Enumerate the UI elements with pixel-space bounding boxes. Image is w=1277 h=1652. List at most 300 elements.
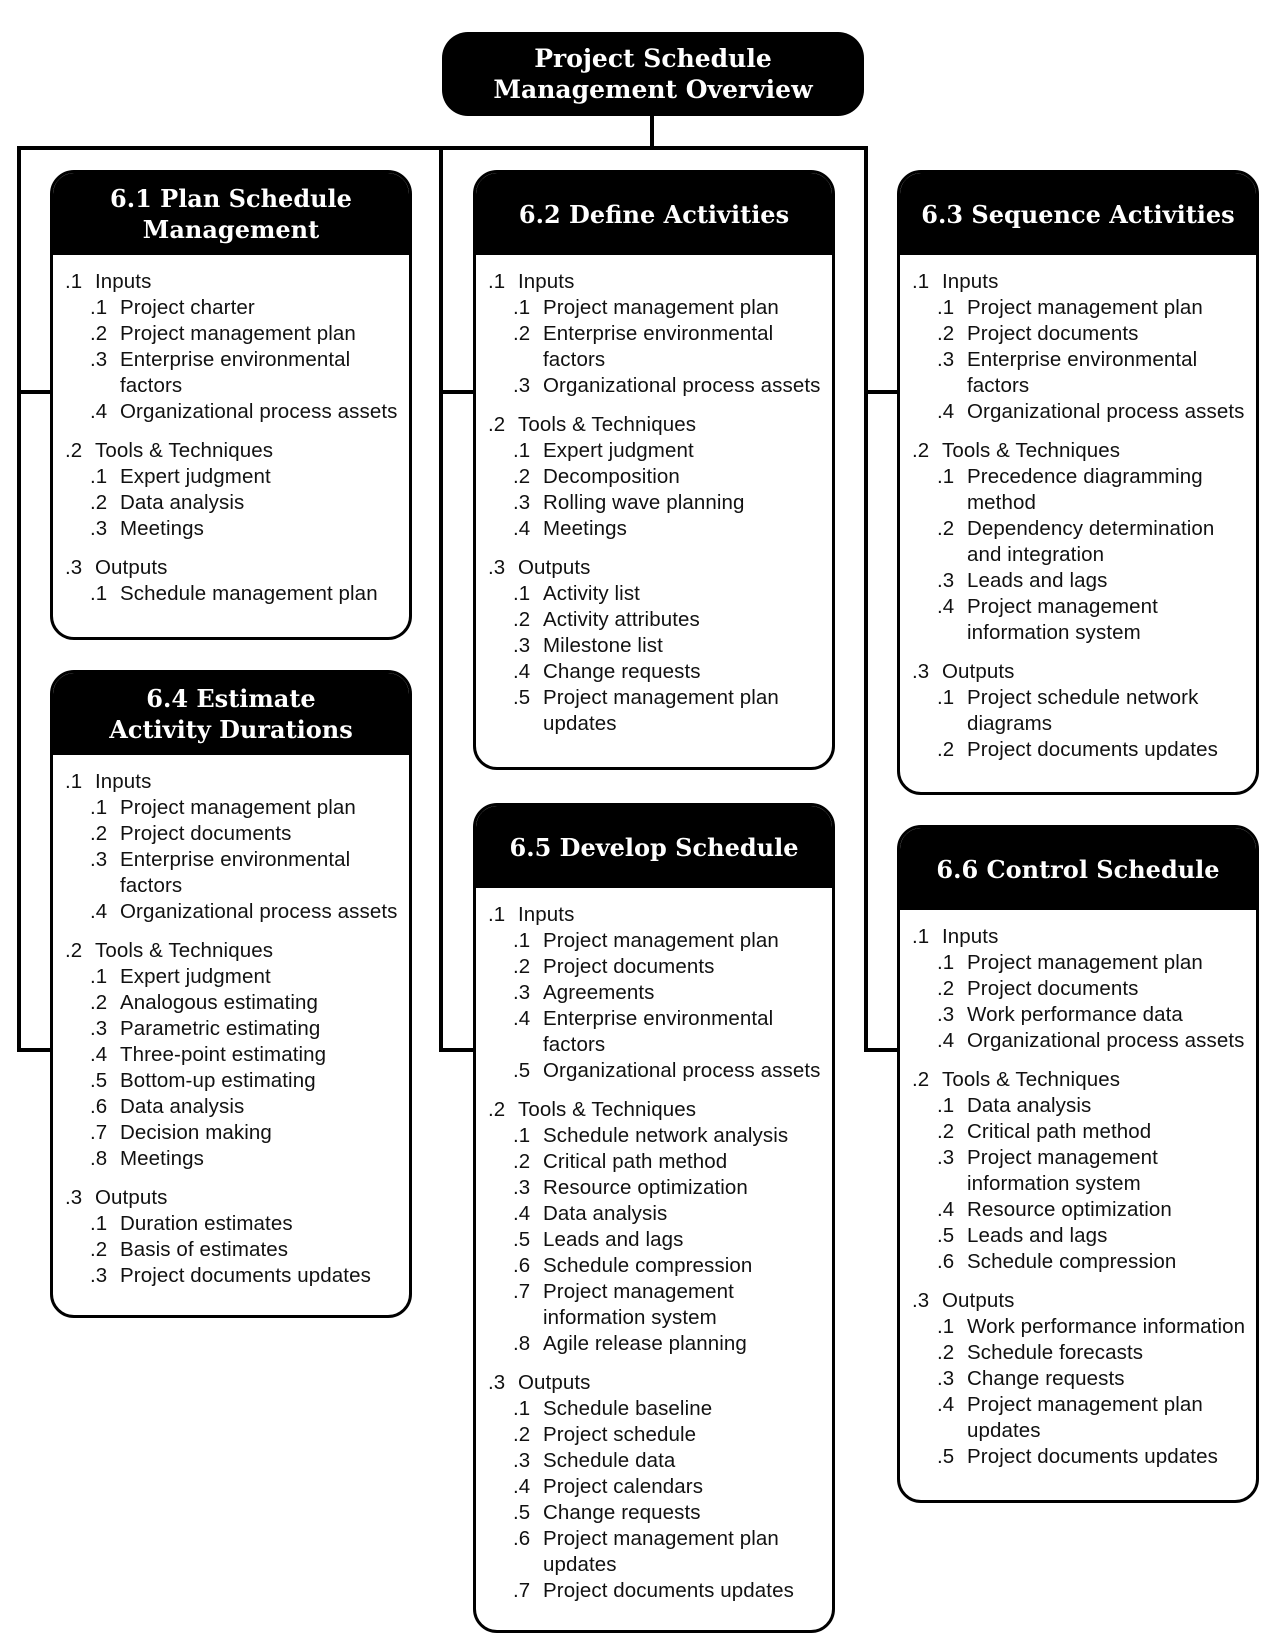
list-item: [90, 821, 401, 847]
connector-branch-6-3: [864, 390, 900, 394]
item-number: .1: [937, 951, 955, 974]
item-text: Decision making: [120, 1121, 272, 1144]
card-header: [900, 173, 1256, 255]
section-label: Outputs: [942, 660, 1015, 683]
item-number: .1: [937, 465, 955, 488]
list-item: [937, 1249, 1248, 1275]
item-text: Data analysis: [543, 1202, 668, 1225]
card-section: [65, 438, 401, 542]
list-item: [513, 1123, 824, 1149]
item-number: .4: [90, 400, 108, 423]
item-number: .4: [513, 1202, 531, 1225]
item-text: Schedule data: [543, 1449, 676, 1472]
item-text: Organizational process assets: [967, 400, 1245, 423]
item-text: Project schedule network diagrams: [967, 686, 1199, 735]
section-heading: [912, 659, 1248, 685]
section-label: Outputs: [95, 1186, 168, 1209]
list-item: [513, 321, 824, 373]
item-number: .3: [90, 1264, 108, 1287]
item-number: .4: [937, 1198, 955, 1221]
process-card-6-6: [897, 825, 1259, 1503]
item-text: Project calendars: [543, 1475, 704, 1498]
item-number: .5: [513, 1501, 531, 1524]
item-text: Critical path method: [967, 1120, 1152, 1143]
item-text: Enterprise environmental factors: [120, 348, 351, 397]
list-item: [937, 737, 1248, 763]
item-text: Milestone list: [543, 634, 663, 657]
list-item: [90, 1146, 401, 1172]
item-text: Project management information system: [543, 1280, 734, 1329]
list-item: [513, 659, 824, 685]
item-text: Agreements: [543, 981, 655, 1004]
item-number: .3: [937, 1367, 955, 1390]
list-item: [513, 1279, 824, 1331]
list-item: [513, 581, 824, 607]
list-item: [937, 399, 1248, 425]
section-number: .3: [912, 1289, 930, 1312]
section-heading: [65, 555, 401, 581]
item-number: .1: [90, 965, 108, 988]
card-body: [476, 888, 832, 1604]
list-item: [513, 490, 824, 516]
section-items: [513, 1123, 824, 1357]
item-text: Schedule baseline: [543, 1397, 713, 1420]
list-item: [937, 1119, 1248, 1145]
item-number: .4: [90, 900, 108, 923]
item-text: Decomposition: [543, 465, 680, 488]
item-number: .4: [513, 1475, 531, 1498]
card-header: [53, 173, 409, 255]
item-number: .1: [513, 1397, 531, 1420]
card-section: [488, 555, 824, 737]
item-number: .1: [937, 1094, 955, 1117]
list-item: [90, 1016, 401, 1042]
card-header: [476, 173, 832, 255]
item-text: Project management plan: [120, 322, 356, 345]
card-header: [53, 673, 409, 755]
item-text: Bottom-up estimating: [120, 1069, 316, 1092]
item-text: Project documents updates: [543, 1579, 794, 1602]
item-text: Project documents: [543, 955, 715, 978]
section-items: [513, 295, 824, 399]
list-item: [513, 1578, 824, 1604]
item-text: Meetings: [543, 517, 627, 540]
card-section: [912, 269, 1248, 425]
section-number: .3: [488, 556, 506, 579]
item-number: .3: [513, 1449, 531, 1472]
list-item: [513, 1396, 824, 1422]
list-item: [513, 1253, 824, 1279]
item-number: .2: [513, 1150, 531, 1173]
item-number: .5: [513, 1059, 531, 1082]
list-item: [513, 464, 824, 490]
item-number: .1: [90, 465, 108, 488]
section-label: Tools & Techniques: [518, 413, 697, 436]
section-heading: [488, 1370, 824, 1396]
section-label: Inputs: [518, 270, 575, 293]
list-item: [937, 1314, 1248, 1340]
list-item: [513, 1422, 824, 1448]
item-text: Activity attributes: [543, 608, 700, 631]
list-item: [513, 1526, 824, 1578]
section-number: .2: [912, 439, 930, 462]
item-text: Resource optimization: [543, 1176, 748, 1199]
section-items: [513, 438, 824, 542]
item-number: .2: [513, 465, 531, 488]
item-number: .3: [937, 1146, 955, 1169]
card-header: [476, 806, 832, 888]
card-body: [900, 910, 1256, 1470]
list-item: [90, 490, 401, 516]
section-number: .1: [65, 770, 83, 793]
section-heading: [488, 555, 824, 581]
item-number: .5: [90, 1069, 108, 1092]
list-item: [90, 899, 401, 925]
connector-right-spine: [864, 146, 868, 1052]
section-items: [937, 685, 1248, 763]
item-text: Project management information system: [967, 595, 1158, 644]
item-text: Project schedule: [543, 1423, 697, 1446]
item-text: Leads and lags: [967, 1224, 1108, 1247]
item-text: Expert judgment: [120, 465, 271, 488]
item-number: .1: [937, 686, 955, 709]
item-text: Meetings: [120, 517, 204, 540]
item-number: .5: [513, 686, 531, 709]
item-number: .3: [90, 348, 108, 371]
section-heading: [912, 1288, 1248, 1314]
card-section: [65, 1185, 401, 1289]
item-number: .1: [513, 1124, 531, 1147]
list-item: [90, 295, 401, 321]
item-number: .4: [937, 1393, 955, 1416]
item-text: Project management plan updates: [543, 1527, 779, 1576]
card-section: [65, 938, 401, 1172]
list-item: [90, 516, 401, 542]
card-title: 6.1 Plan Schedule Management: [110, 184, 352, 244]
item-number: .2: [90, 822, 108, 845]
process-card-6-2: [473, 170, 835, 770]
item-number: .3: [937, 1003, 955, 1026]
item-text: Enterprise environmental factors: [967, 348, 1198, 397]
process-card-6-1: [50, 170, 412, 640]
item-number: .2: [513, 322, 531, 345]
section-heading: [65, 769, 401, 795]
section-number: .1: [912, 270, 930, 293]
section-number: .2: [488, 1098, 506, 1121]
item-number: .4: [513, 660, 531, 683]
item-number: .4: [937, 1029, 955, 1052]
item-text: Expert judgment: [120, 965, 271, 988]
list-item: [513, 1058, 824, 1084]
section-heading: [488, 269, 824, 295]
card-title: 6.4 Estimate Activity Durations: [109, 684, 353, 744]
item-number: .1: [90, 582, 108, 605]
process-card-6-5: [473, 803, 835, 1633]
item-text: Organizational process assets: [120, 900, 398, 923]
item-text: Expert judgment: [543, 439, 694, 462]
card-section: [912, 1288, 1248, 1470]
connector-title-stem: [650, 114, 654, 150]
item-text: Organizational process assets: [543, 374, 821, 397]
item-number: .1: [90, 296, 108, 319]
card-title: 6.6 Control Schedule: [936, 854, 1220, 884]
list-item: [937, 594, 1248, 646]
section-label: Outputs: [518, 1371, 591, 1394]
section-heading: [488, 412, 824, 438]
section-label: Tools & Techniques: [942, 1068, 1121, 1091]
list-item: [937, 1028, 1248, 1054]
item-text: Meetings: [120, 1147, 204, 1170]
connector-branch-6-1: [17, 390, 53, 394]
item-number: .3: [90, 517, 108, 540]
item-number: .1: [937, 1315, 955, 1338]
connector-branch-6-4: [17, 1048, 53, 1052]
section-items: [513, 1396, 824, 1604]
item-number: .1: [513, 439, 531, 462]
item-text: Project management plan updates: [967, 1393, 1203, 1442]
section-items: [513, 928, 824, 1084]
list-item: [513, 633, 824, 659]
item-text: Project management information system: [967, 1146, 1158, 1195]
item-number: .1: [513, 296, 531, 319]
section-number: .1: [65, 270, 83, 293]
item-text: Precedence diagramming method: [967, 465, 1203, 514]
card-section: [488, 1097, 824, 1357]
section-items: [937, 464, 1248, 646]
item-text: Enterprise environmental factors: [543, 1007, 774, 1056]
card-section: [488, 412, 824, 542]
item-number: .1: [937, 296, 955, 319]
list-item: [90, 399, 401, 425]
item-number: .3: [513, 374, 531, 397]
list-item: [513, 1006, 824, 1058]
section-number: .1: [488, 270, 506, 293]
list-item: [90, 581, 401, 607]
section-heading: [65, 438, 401, 464]
item-text: Project documents: [967, 977, 1139, 1000]
item-number: .3: [937, 348, 955, 371]
item-text: Project documents: [967, 322, 1139, 345]
item-text: Leads and lags: [967, 569, 1108, 592]
item-number: .3: [513, 981, 531, 1004]
item-number: .2: [90, 491, 108, 514]
item-text: Leads and lags: [543, 1228, 684, 1251]
card-section: [488, 269, 824, 399]
item-number: .1: [513, 582, 531, 605]
item-number: .6: [513, 1527, 531, 1550]
card-section: [912, 659, 1248, 763]
list-item: [937, 568, 1248, 594]
item-number: .3: [90, 848, 108, 871]
item-number: .8: [90, 1147, 108, 1170]
item-number: .2: [937, 517, 955, 540]
list-item: [90, 1042, 401, 1068]
item-text: Activity list: [543, 582, 640, 605]
list-item: [937, 516, 1248, 568]
item-number: .3: [513, 1176, 531, 1199]
section-number: .3: [65, 1186, 83, 1209]
section-heading: [488, 902, 824, 928]
item-number: .3: [937, 569, 955, 592]
list-item: [90, 964, 401, 990]
item-text: Change requests: [967, 1367, 1125, 1390]
section-items: [90, 464, 401, 542]
list-item: [513, 1201, 824, 1227]
section-heading: [65, 938, 401, 964]
item-number: .2: [513, 1423, 531, 1446]
item-text: Resource optimization: [967, 1198, 1172, 1221]
list-item: [513, 1227, 824, 1253]
item-text: Project management plan: [543, 929, 779, 952]
item-text: Work performance data: [967, 1003, 1183, 1026]
item-number: .5: [937, 1224, 955, 1247]
list-item: [513, 1175, 824, 1201]
section-heading: [488, 1097, 824, 1123]
item-number: .7: [513, 1280, 531, 1303]
section-number: .2: [912, 1068, 930, 1091]
section-heading: [912, 924, 1248, 950]
card-section: [488, 902, 824, 1084]
item-number: .2: [937, 1120, 955, 1143]
card-title: 6.5 Develop Schedule: [509, 832, 799, 862]
item-text: Schedule compression: [967, 1250, 1177, 1273]
section-heading: [912, 269, 1248, 295]
item-text: Parametric estimating: [120, 1017, 321, 1040]
item-text: Schedule network analysis: [543, 1124, 789, 1147]
item-number: .1: [90, 796, 108, 819]
section-label: Tools & Techniques: [95, 439, 274, 462]
item-number: .2: [937, 977, 955, 1000]
overview-title-box: [442, 32, 864, 116]
item-number: .2: [513, 608, 531, 631]
section-heading: [65, 269, 401, 295]
item-text: Project management plan: [543, 296, 779, 319]
section-items: [937, 1093, 1248, 1275]
item-number: .7: [513, 1579, 531, 1602]
list-item: [90, 1094, 401, 1120]
section-items: [90, 295, 401, 425]
item-text: Data analysis: [967, 1094, 1092, 1117]
section-number: .2: [65, 439, 83, 462]
list-item: [513, 1149, 824, 1175]
section-label: Tools & Techniques: [95, 939, 274, 962]
item-text: Schedule compression: [543, 1254, 753, 1277]
connector-branch-6-2: [439, 390, 475, 394]
list-item: [90, 347, 401, 399]
section-items: [90, 581, 401, 607]
list-item: [513, 373, 824, 399]
item-text: Project documents updates: [967, 738, 1218, 761]
item-number: .6: [513, 1254, 531, 1277]
section-label: Outputs: [942, 1289, 1015, 1312]
item-number: .4: [937, 400, 955, 423]
section-items: [937, 295, 1248, 425]
section-number: .3: [912, 660, 930, 683]
list-item: [937, 1145, 1248, 1197]
item-number: .2: [513, 955, 531, 978]
list-item: [513, 980, 824, 1006]
list-item: [513, 685, 824, 737]
item-text: Enterprise environmental factors: [120, 848, 351, 897]
list-item: [937, 464, 1248, 516]
item-text: Project management plan updates: [543, 686, 779, 735]
section-label: Inputs: [942, 925, 999, 948]
card-title: 6.2 Define Activities: [518, 199, 790, 229]
item-number: .2: [90, 322, 108, 345]
list-item: [90, 847, 401, 899]
card-section: [912, 438, 1248, 646]
item-text: Schedule forecasts: [967, 1341, 1144, 1364]
section-items: [937, 950, 1248, 1054]
list-item: [937, 1366, 1248, 1392]
list-item: [513, 1331, 824, 1357]
process-card-6-3: [897, 170, 1259, 795]
item-text: Basis of estimates: [120, 1238, 289, 1261]
item-text: Organizational process assets: [543, 1059, 821, 1082]
list-item: [90, 1120, 401, 1146]
connector-branch-6-6: [864, 1048, 900, 1052]
item-text: Change requests: [543, 1501, 701, 1524]
list-item: [90, 1211, 401, 1237]
item-text: Project management plan: [120, 796, 356, 819]
item-text: Organizational process assets: [967, 1029, 1245, 1052]
item-number: .2: [937, 738, 955, 761]
item-text: Data analysis: [120, 1095, 245, 1118]
section-label: Inputs: [95, 270, 152, 293]
section-number: .3: [65, 556, 83, 579]
process-card-6-4: [50, 670, 412, 1318]
item-text: Three-point estimating: [120, 1043, 327, 1066]
list-item: [937, 1340, 1248, 1366]
section-number: .2: [488, 413, 506, 436]
section-label: Tools & Techniques: [942, 439, 1121, 462]
item-text: Dependency determination and integration: [967, 517, 1215, 566]
item-number: .2: [90, 991, 108, 1014]
list-item: [513, 438, 824, 464]
item-number: .4: [90, 1043, 108, 1066]
item-number: .7: [90, 1121, 108, 1144]
item-text: Work performance information: [967, 1315, 1246, 1338]
list-item: [937, 1197, 1248, 1223]
item-number: .2: [937, 1341, 955, 1364]
item-text: Duration estimates: [120, 1212, 293, 1235]
section-items: [513, 581, 824, 737]
section-label: Inputs: [942, 270, 999, 293]
card-section: [912, 1067, 1248, 1275]
item-text: Project management plan: [967, 296, 1203, 319]
list-item: [937, 347, 1248, 399]
list-item: [90, 464, 401, 490]
list-item: [90, 1068, 401, 1094]
list-item: [513, 1474, 824, 1500]
item-number: .4: [937, 595, 955, 618]
section-label: Inputs: [518, 903, 575, 926]
item-text: Critical path method: [543, 1150, 728, 1173]
item-number: .8: [513, 1332, 531, 1355]
item-number: .4: [513, 1007, 531, 1030]
list-item: [937, 1093, 1248, 1119]
list-item: [937, 321, 1248, 347]
connector-left-spine: [17, 146, 21, 1052]
list-item: [513, 928, 824, 954]
list-item: [90, 321, 401, 347]
card-section: [65, 269, 401, 425]
list-item: [937, 295, 1248, 321]
card-section: [488, 1370, 824, 1604]
list-item: [513, 1448, 824, 1474]
connector-mid-spine: [439, 146, 443, 1052]
section-label: Outputs: [95, 556, 168, 579]
